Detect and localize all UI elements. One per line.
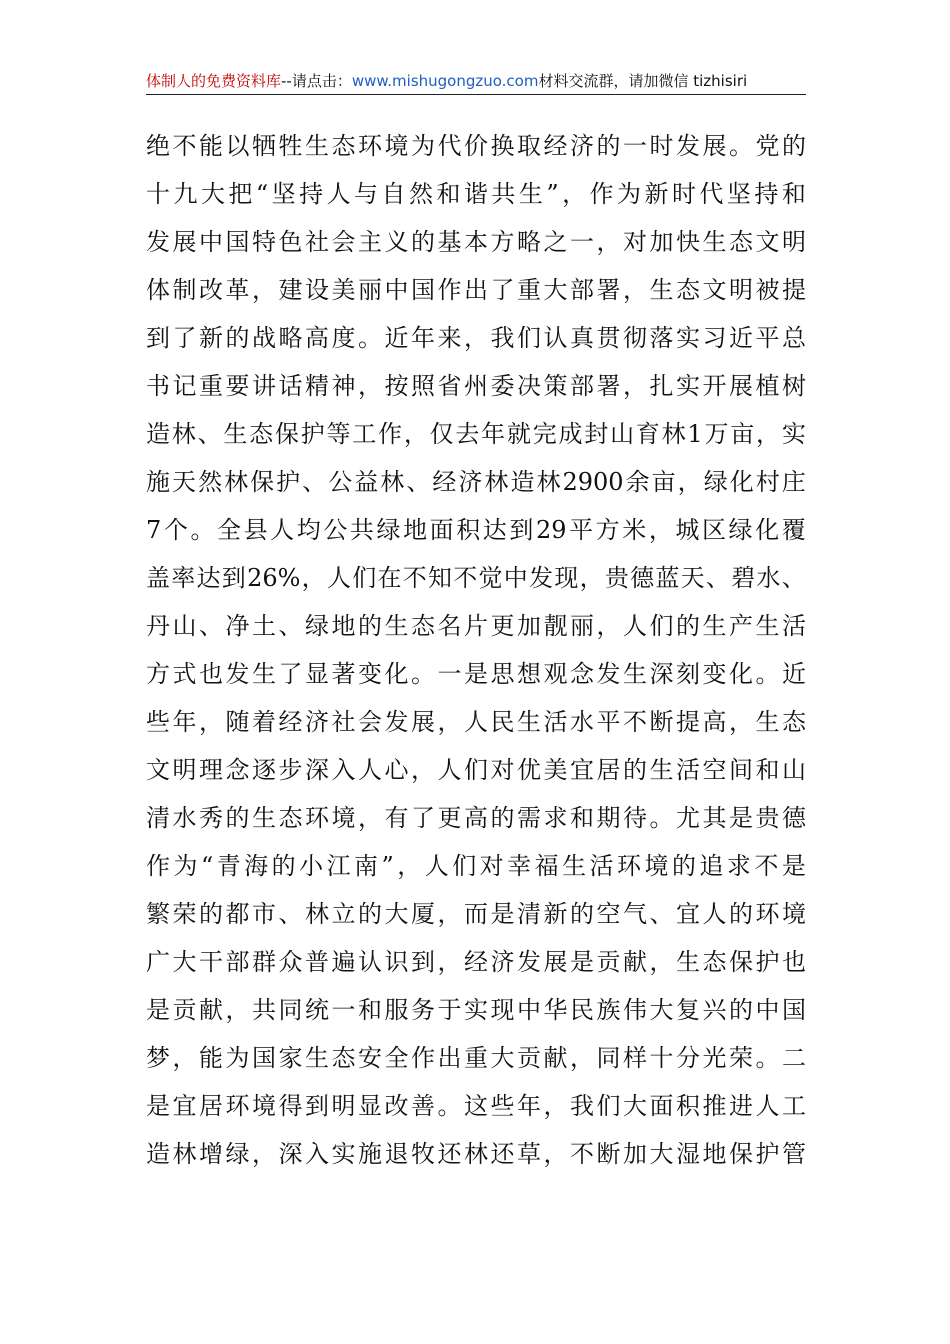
body-line-1: 绝 不 能 以 牺 牲 生 态 环 境 为 代 价 换 取 经 济 的 一 时 发 展 。 党 的 — [146, 132, 806, 160]
body-line-2: 十 九 大 把 “ 坚 持 人 与 自 然 和 谐 共 生 ” ， 作 为 新 时 代 坚 持 和 — [146, 180, 806, 208]
body-line-5: 到 了 新 的 战 略 高 度 。 近 年 来 ， 我 们 认 真 贯 彻 落 实 习 近 平 总 — [146, 324, 806, 352]
header-brand: 体制人的免费资料库 — [146, 72, 282, 90]
header-divider — [146, 94, 806, 95]
body-line-4: 体 制 改 革 ， 建 设 美 丽 中 国 作 出 了 重 大 部 署 ， 生 态 文 明 被 提 — [146, 276, 806, 304]
body-line-18: 广 大 干 部 群 众 普 遍 认 识 到 ， 经 济 发 展 是 贡 献 ， 生 态 保 护 也 — [146, 948, 806, 976]
header-suffix: 材料交流群，请加微信 tizhisiri — [538, 72, 748, 90]
document-body — [146, 122, 806, 1178]
body-line-13: 些 年 ， 随 着 经 济 社 会 发 展 ， 人 民 生 活 水 平 不 断 提 高 ， 生 态 — [146, 708, 806, 736]
body-line-17: 繁 荣 的 都 市 、 林 立 的 大 厦 ， 而 是 清 新 的 空 气 、 宜 人 的 环 境 — [146, 900, 806, 928]
body-line-15: 清 水 秀 的 生 态 环 境 ， 有 了 更 高 的 需 求 和 期 待 。 尤 其 是 贵 德 — [146, 804, 806, 832]
body-line-6: 书 记 重 要 讲 话 精 神 ， 按 照 省 州 委 决 策 部 署 ， 扎 实 开 展 植 树 — [146, 372, 806, 400]
body-line-19: 是 贡 献 ， 共 同 统 一 和 服 务 于 实 现 中 华 民 族 伟 大 复 兴 的 中 国 — [146, 996, 806, 1024]
page-header — [146, 70, 806, 96]
body-line-10: 盖 率 达 到 26% ， 人 们 在 不 知 不 觉 中 发 现 ， 贵 德 蓝 天 、 碧 水 、 — [146, 564, 806, 592]
body-line-14: 文 明 理 念 逐 步 深 入 人 心 ， 人 们 对 优 美 宜 居 的 生 活 空 间 和 山 — [146, 756, 806, 784]
body-line-20: 梦 ， 能 为 国 家 生 态 安 全 作 出 重 大 贡 献 ， 同 样 十 分 光 荣 。 二 — [146, 1044, 806, 1072]
body-line-11: 丹 山 、 净 土 、 绿 地 的 生 态 名 片 更 加 靓 丽 ， 人 们 的 生 产 生 活 — [146, 612, 806, 640]
header-prompt: --请点击： — [281, 72, 352, 90]
body-line-9: 7 个 。 全 县 人 均 公 共 绿 地 面 积 达 到 29 平 方 米 ， 城 区 绿 化 覆 — [146, 516, 806, 544]
body-line-21: 是 宜 居 环 境 得 到 明 显 改 善 。 这 些 年 ， 我 们 大 面 积 推 进 人 工 — [146, 1092, 806, 1120]
body-line-12: 方 式 也 发 生 了 显 著 变 化 。 一 是 思 想 观 念 发 生 深 刻 变 化 。 近 — [146, 660, 806, 688]
header-link[interactable]: www.mishugongzuo.com — [351, 72, 539, 90]
body-line-7: 造 林 、 生 态 保 护 等 工 作 ， 仅 去 年 就 完 成 封 山 育 林 1 万 亩 ， 实 — [146, 420, 806, 448]
body-line-22: 造 林 增 绿 ， 深 入 实 施 退 牧 还 林 还 草 ， 不 断 加 大 湿 地 保 护 管 — [146, 1140, 806, 1168]
body-line-3: 发 展 中 国 特 色 社 会 主 义 的 基 本 方 略 之 一 ， 对 加 快 生 态 文 明 — [146, 228, 806, 256]
body-line-16: 作 为 “ 青 海 的 小 江 南 ” ， 人 们 对 幸 福 生 活 环 境 的 追 求 不 是 — [146, 852, 806, 880]
body-line-8: 施 天 然 林 保 护 、 公 益 林 、 经 济 林 造 林 2900 余 亩 ， 绿 化 村 庄 — [146, 468, 806, 496]
